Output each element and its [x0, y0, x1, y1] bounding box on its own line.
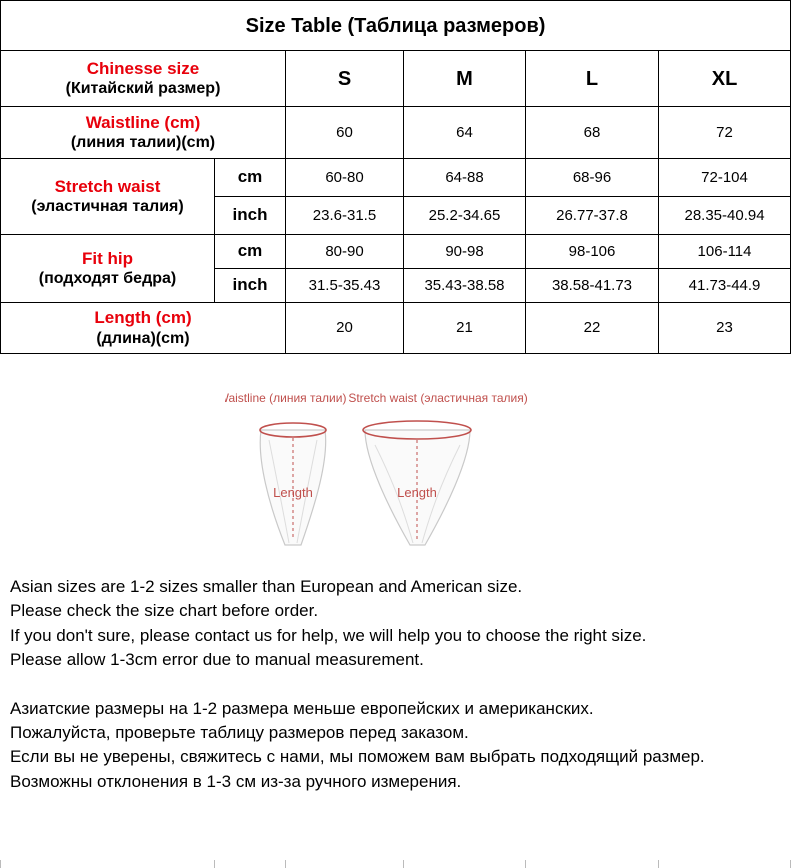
size-m: M [404, 51, 526, 107]
table-title: Size Table (Таблица размеров) [1, 1, 791, 51]
grid-line [403, 860, 404, 868]
size-xl: XL [659, 51, 791, 107]
left-length-label: Length [273, 485, 313, 500]
size-notes [10, 575, 790, 794]
fit-hip-unit-inch: inch [215, 269, 286, 303]
stretch-waist-label [1, 159, 215, 235]
note-ru-1: Азиатские размеры на 1-2 размера меньше европейских и американских. [10, 698, 594, 718]
length-label-ru: (длина)(cm) [96, 329, 190, 347]
grid-line [525, 860, 526, 868]
notes-spacer [10, 673, 790, 697]
stretch-waist-inch-s: 23.6-31.5 [286, 197, 404, 235]
waistline-caption: Waistline (линия талии) [225, 391, 347, 405]
size-s: S [286, 51, 404, 107]
stretch-waist-cm-row [1, 159, 791, 197]
fit-hip-cm-s: 80-90 [286, 235, 404, 269]
fit-hip-cm-row [1, 235, 791, 269]
note-en-1: Asian sizes are 1-2 sizes smaller than European and American size. [10, 577, 523, 596]
fit-hip-cm-l: 98-106 [526, 235, 659, 269]
stretch-waist-inch-m: 25.2-34.65 [404, 197, 526, 235]
length-s: 20 [286, 303, 404, 354]
fit-hip-label [1, 235, 215, 303]
length-label [1, 303, 286, 354]
size-table [0, 0, 791, 354]
waistline-label [1, 107, 286, 159]
grid-line [214, 860, 215, 868]
right-length-label: Length [397, 485, 437, 500]
stretch-waist-inch-xl: 28.35-40.94 [659, 197, 791, 235]
waistline-s: 60 [286, 107, 404, 159]
note-en-2: Please check the size chart before order. [10, 601, 319, 621]
fit-hip-unit-cm: cm [215, 235, 286, 269]
note-en-4: Please allow 1-3cm error due to manual measurement. [10, 650, 424, 670]
stretch-waist-cm-m: 64-88 [404, 159, 526, 197]
stretch-waist-inch-l: 26.77-37.8 [526, 197, 659, 235]
length-row [1, 303, 791, 354]
grid-line [790, 860, 791, 868]
length-l: 22 [526, 303, 659, 354]
stretch-waist-cm-l: 68-96 [526, 159, 659, 197]
fit-hip-inch-l: 38.58-41.73 [526, 269, 659, 303]
next-table-edge [0, 860, 792, 868]
length-xl: 23 [659, 303, 791, 354]
fit-hip-inch-xl: 41.73-44.9 [659, 269, 791, 303]
stretch-waist-label-en: Stretch waist [54, 176, 161, 196]
waistline-l: 68 [526, 107, 659, 159]
waistline-xl: 72 [659, 107, 791, 159]
fit-hip-label-ru: (подходят бедра) [38, 270, 177, 288]
fit-hip-cm-m: 90-98 [404, 235, 526, 269]
fit-hip-inch-s: 31.5-35.43 [286, 269, 404, 303]
underwear-diagram [225, 385, 535, 555]
stretch-waist-unit-cm: cm [215, 159, 286, 197]
size-label-en: Chinesse size [86, 58, 200, 78]
stretch-waist-brief-figure [348, 391, 527, 545]
fit-hip-label-en: Fit hip [82, 248, 133, 268]
header-row [1, 51, 791, 107]
grid-line [0, 860, 1, 868]
stretch-waist-label-ru: (эластичная талия) [31, 198, 184, 216]
fit-hip-cm-xl: 106-114 [659, 235, 791, 269]
waistline-label-en: Waistline (cm) [85, 112, 201, 132]
note-en-3: If you don't sure, please contact us for help, we will help you to choose the right size. [10, 625, 647, 645]
size-label-ru: (Китайский размер) [65, 80, 221, 98]
title-row [1, 1, 791, 51]
stretch-waist-caption: Stretch waist (эластичная талия) [348, 391, 528, 405]
grid-line [285, 860, 286, 868]
length-m: 21 [404, 303, 526, 354]
length-label-en: Length (cm) [94, 308, 192, 328]
waistline-label-ru: (линия талии)(cm) [70, 134, 216, 152]
fit-hip-inch-m: 35.43-38.58 [404, 269, 526, 303]
stretch-waist-unit-inch: inch [215, 197, 286, 235]
size-header-label [1, 51, 286, 107]
stretch-waist-cm-s: 60-80 [286, 159, 404, 197]
grid-line [658, 860, 659, 868]
waistline-brief-figure [225, 391, 346, 545]
stretch-waist-cm-xl: 72-104 [659, 159, 791, 197]
measurement-diagram [225, 385, 535, 555]
note-ru-3: Если вы не уверены, свяжитесь с нами, мы поможем вам выбрать подходящий размер. [10, 747, 705, 767]
size-l: L [526, 51, 659, 107]
note-ru-4: Возможны отклонения в 1-3 см из-за ручного измерения. [10, 771, 462, 791]
waistline-m: 64 [404, 107, 526, 159]
note-ru-2: Пожалуйста, проверьте таблицу размеров перед заказом. [10, 723, 469, 743]
waistline-row [1, 107, 791, 159]
